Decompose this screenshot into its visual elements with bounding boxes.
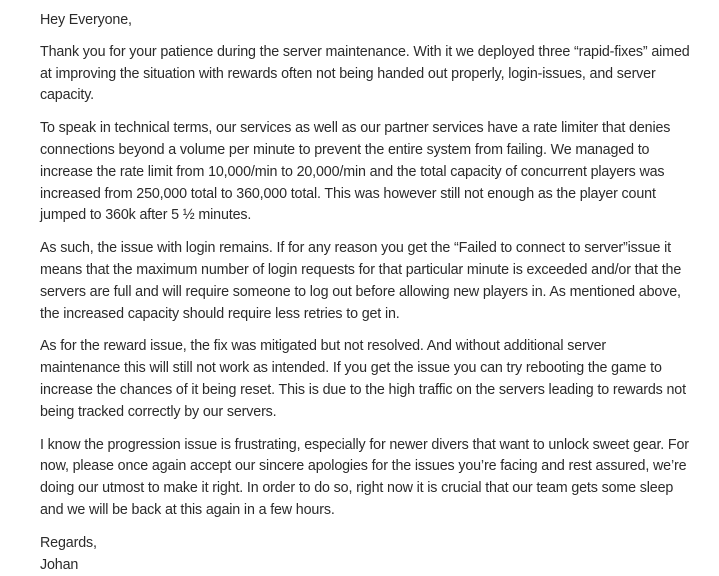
- greeting: Hey Everyone,: [40, 12, 132, 28]
- paragraph-rate-limit: To speak in technical terms, our services as well as our partner services have a rate limiter that denies connections beyond a volume per minute to prevent the entire system from failing. We managed to increase the rate limit from 10,000/min to 20,000/min and the total capacity of concurrent players was increased from 250,000 total to 360,000 total. This was however still not enough as the player count jumped to 360k after 5 ½ minutes.: [40, 120, 671, 224]
- paragraph-login-issue: As such, the issue with login remains. If for any reason you get the “Failed to connect to server”issue it means that the maximum number of login requests for that particular minute is exceeded and/or that the servers are full and will require someone to log out before allowing new players in. As mentioned above, the increased capacity should require less retries to get in.: [40, 240, 682, 322]
- paragraph-apology: I know the progression issue is frustrating, especially for newer divers that want to unlock sweet gear. For now, please once again accept our sincere apologies for the issues you’re facing and rest assured, we’re doing our utmost to make it right. In order to do so, right now it is crucial that our team gets some sleep and we will be back at this again in a few hours.: [40, 436, 689, 518]
- paragraph-reward-issue: As for the reward issue, the fix was mitigated but not resolved. And without additional server maintenance this will still not work as intended. If you get the issue you can try rebooting the game to increase the chances of it being reset. This is due to the high traffic on the servers leading to rewards not being tracked correctly by our servers.: [40, 338, 686, 420]
- letter-body: [40, 10, 690, 576]
- paragraph-maintenance-fixes: Thank you for your patience during the server maintenance. With it we deployed three “rapid-fixes” aimed at improving the situation with rewards often not being handed out properly, login-issues, and server capacity.: [40, 43, 690, 104]
- signoff: Regards,: [40, 534, 97, 551]
- signature: Johan: [40, 556, 79, 573]
